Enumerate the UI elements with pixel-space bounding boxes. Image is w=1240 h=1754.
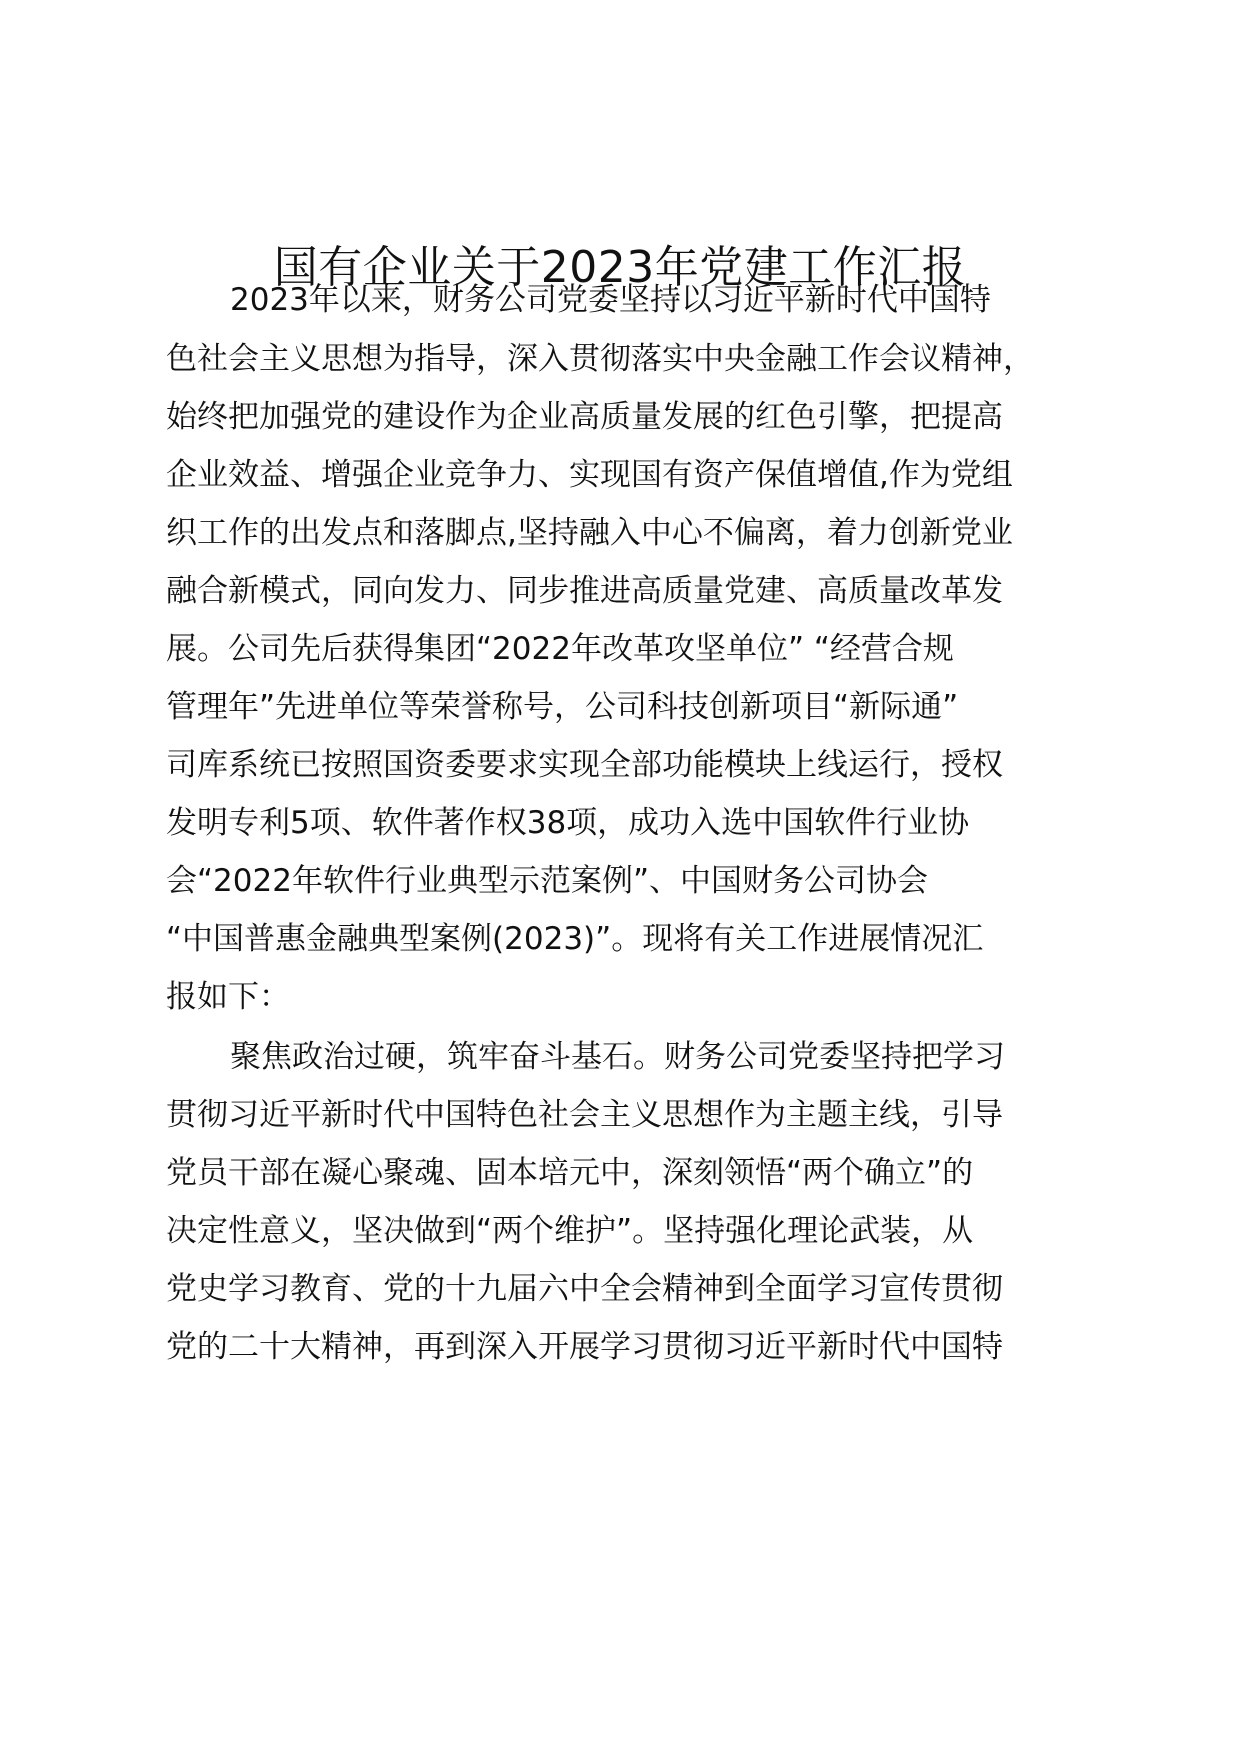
paragraph-1-line-3: 始终把加强党的建设作为企业高质量发展的红色引擎，把提高 [166,399,1003,435]
paragraph-1-line-5: 织工作的出发点和落脚点,坚持融入中心不偏离，着力创新党业 [166,515,1013,551]
paragraph-2-line-3: 党员干部在凝心聚魂、固本培元中，深刻领悟“两个确立”的 [166,1155,974,1191]
paragraph-1-line-8: 管理年”先进单位等荣誉称号，公司科技创新项目“新际通” [166,689,959,725]
document-title: 国有企业关于2023年党建工作汇报 [273,242,967,293]
paragraph-1-line-11: 会“2022年软件行业典型示范案例”、中国财务公司协会 [166,863,929,899]
paragraph-1-line-2: 色社会主义思想为指导，深入贯彻落实中央金融工作会议精神， [166,341,1034,377]
paragraph-1-line-4: 企业效益、增强企业竞争力、实现国有资产保值增值,作为党组 [166,457,1013,493]
paragraph-2-line-1: 聚焦政治过硬，筑牢奋斗基石。财务公司党委坚持把学习 [230,1039,1005,1075]
paragraph-2-line-6: 党的二十大精神，再到深入开展学习贯彻习近平新时代中国特 [166,1329,1003,1365]
paragraph-2-line-4: 决定性意义，坚决做到“两个维护”。坚持强化理论武装，从 [166,1213,974,1249]
paragraph-1-line-7: 展。公司先后获得集团“2022年改革攻坚单位” “经营合规 [166,631,954,667]
paragraph-1-line-12: “中国普惠金融典型案例(2023)”。现将有关工作进展情况汇 [166,921,984,957]
paragraph-1-line-10: 发明专利5项、软件著作权38项，成功入选中国软件行业协 [166,805,970,841]
paragraph-2-line-2: 贯彻习近平新时代中国特色社会主义思想作为主题主线，引导 [166,1097,1003,1133]
paragraph-1-line-6: 融合新模式，同向发力、同步推进高质量党建、高质量改革发 [166,573,1003,609]
paragraph-1-line-9: 司库系统已按照国资委要求实现全部功能模块上线运行，授权 [166,747,1003,783]
paragraph-1-line-13: 报如下： [166,979,290,1015]
paragraph-2-line-5: 党史学习教育、党的十九届六中全会精神到全面学习宣传贯彻 [166,1271,1003,1307]
paragraph-1-line-1: 2023年以来，财务公司党委坚持以习近平新时代中国特 [230,282,991,318]
